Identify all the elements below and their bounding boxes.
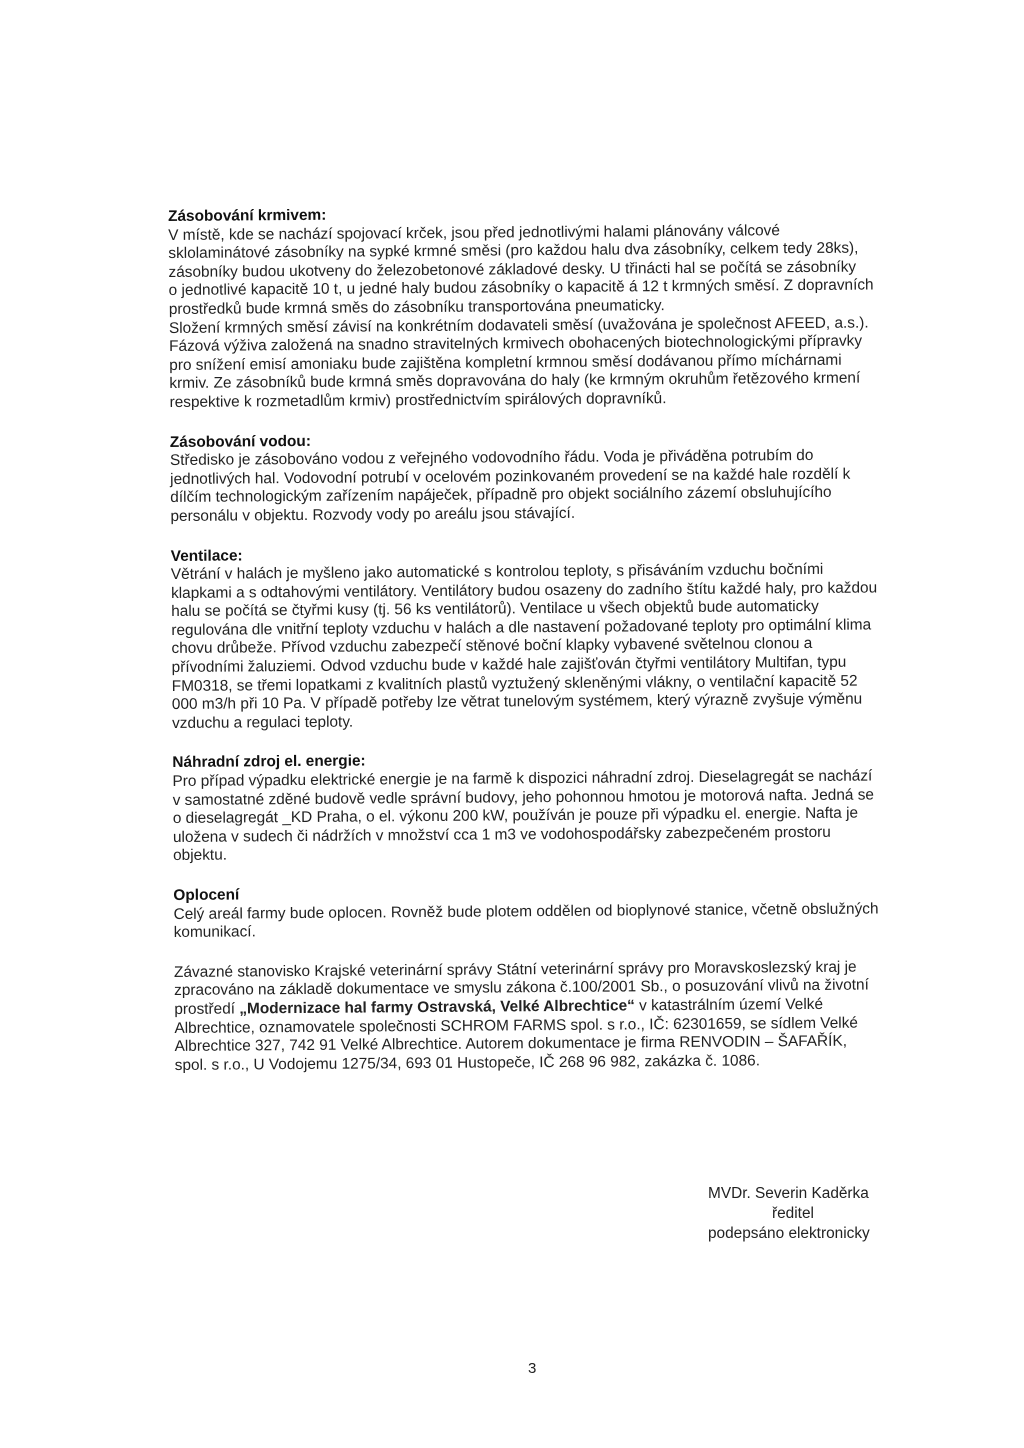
section-heading: Ventilace:	[170, 546, 243, 565]
text-line: objektu.	[173, 846, 228, 865]
section-heading: Zásobování krmivem:	[168, 206, 327, 225]
text-line: dílčím technologickým zařízením napáječek, případně pro objekt sociálního zázemí obsluhujícího	[170, 484, 832, 507]
page-number: 3	[528, 1360, 537, 1377]
section-water-supply	[170, 428, 923, 527]
section-binding-opinion	[174, 958, 927, 1075]
text-line: chovu drůbeže. Přívod vzduchu zabezpečí stěnové boční klapky vybavené světelnou clonou a	[171, 635, 813, 658]
text-line: uložena v sudech či nádržích v množství cca 1 m3 ve vodohospodářsky zabezpečeném prostoru	[172, 823, 831, 846]
text-line: Albrechtice 327, 742 91 Velké Albrechtice. Autorem dokumentace je firma RENVODIN – ŠAFAŘÍK,	[174, 1032, 848, 1056]
section-text	[171, 560, 924, 733]
signatory-title: ředitel	[772, 1205, 814, 1222]
text-line: Složení krmných směsí závisí na konkrétním dodavateli směsí (uvažována je společnost AFEED, a.s.).	[168, 314, 869, 337]
text-line: klapkami a s odtahovými ventilátory. Ventilátory budou osazeny do zadního štítu každé haly, pro každou	[170, 579, 878, 602]
section-fencing	[173, 881, 925, 943]
text-line: respektive k rozmetadlům krmiv) prostřednictvím spirálových dopravníků.	[169, 390, 667, 411]
text-line: v samostatné zděné budově vedle správní budovy, jeho pohonnou hmotou je motorová nafta. Jedná se	[172, 786, 875, 809]
text-line: zpracováno na základě dokumentace ve smyslu zákona č.100/2001 Sb., o posuzování vlivů na životní	[174, 976, 869, 1000]
section-text	[170, 446, 923, 526]
section-text	[174, 958, 927, 1075]
text-line: Celý areál farmy bude oplocen. Rovněž bude plotem oddělen od bioplynové stanice, včetně obslužných	[173, 900, 879, 923]
signature-note: podepsáno elektronicky	[708, 1225, 870, 1242]
text-line: jednotlivých hal. Vodovodní potrubí v ocelovém pozinkovaném provedení se na každé hale rozdělí k	[170, 465, 851, 488]
text-line: komunikací.	[173, 923, 256, 942]
text-line: 000 m3/h při 10 Pa. V případě potřeby lze větrat tunelovým systémem, který výrazně zvyšuje výměnu	[171, 690, 863, 714]
text-line: Větrání v halách je myšleno jako automatické s kontrolou teploty, s přisáváním vzduchu bočními	[170, 560, 824, 584]
text-line: FM0318, se třemi lopatkami z kvalitních plastů vyztužený skleněnými vlákny, o ventilační kapacitě 52	[171, 672, 858, 695]
text-line: zásobníky budou ukotveny do železobetonové základové desky. U třinácti hal se počítá se zásobníky	[168, 258, 857, 281]
text-line: prostředků bude krmná směs do zásobníku transportována pneumaticky.	[168, 297, 665, 318]
text-line: přívodními žaluziemi. Odvod vzduchu bude v každé hale zajišťován čtyřmi ventilátory Multifan, typu	[171, 653, 847, 677]
text-line: Fázová výživa založená na snadno stravitelných krmivech obohacených biotechnologickými přípravky	[169, 332, 863, 356]
section-heading: Oplocení	[173, 886, 240, 904]
text-line: Středisko je zásobováno vodou z veřejného vodovodního řádu. Voda je přiváděna potrubím do	[169, 447, 814, 470]
text-line: o jednotlivé kapacitě 10 t, u jedné haly budou zásobníky o kapacitě á 12 t krmných směsí. Z dopravních	[168, 276, 874, 300]
text-line: o dieselagregát _KD Praha, o el. výkonu 200 kW, používán je pouze při výpadku el. energie. Nafta je	[172, 804, 859, 828]
section-heading: Náhradní zdroj el. energie:	[172, 752, 366, 772]
section-backup-power	[172, 749, 925, 866]
text-line: halu se počítá se čtyřmi kusy (tj. 56 ks ventilátorů). Ventilace u všech objektů bude automaticky	[171, 598, 819, 621]
text-line: krmiv. Ze zásobníků bude krmná směs dopravována do haly (ke krmným okruhům řetězového krmení	[169, 369, 861, 393]
text-line: Závazné stanovisko Krajské veterinární správy Státní veterinární správy pro Moravskoslezský kraj je	[173, 958, 857, 981]
signature-block	[708, 1184, 870, 1244]
section-text	[172, 767, 925, 866]
project-title: „Modernizace hal farmy Ostravská, Velké Albrechtice“	[239, 997, 635, 1018]
text-line: personálu v objektu. Rozvody vody po areálu jsou stávající.	[170, 504, 576, 525]
text-line: V místě, kde se nachází spojovací krček, jsou před jednotlivými halami plánovány válcové	[168, 221, 780, 244]
text-line: spol. s r.o., U Vodojemu 1275/34, 693 01 Hustopeče, IČ 268 96 982, zakázka č. 1086.	[174, 1052, 761, 1074]
text-line: Albrechtice, oznamovatele společnosti SCHROM FARMS spol. s r.o., IČ: 62301659, se sídlem Velké	[174, 1014, 858, 1037]
text-line: Pro případ výpadku elektrické energie je na farmě k dispozici náhradní zdroj. Dieselagregát se nachází	[172, 767, 873, 791]
section-feed-supply	[168, 202, 922, 412]
section-heading: Zásobování vodou:	[169, 432, 311, 451]
section-text	[168, 221, 921, 413]
text-line: sklolaminátové zásobníky na sypké krmné směsi (pro každou halu dva zásobníky, celkem tedy 28ks),	[168, 239, 859, 263]
text-line: pro snížení emisí amoniaku bude zajištěna kompletní krmnou směsí dodávanou přímo míchárnami	[169, 351, 842, 374]
section-text	[173, 900, 925, 943]
text-line-suffix: v katastrálním území Velké	[634, 995, 824, 1015]
text-line: regulována dle vnitřní teploty vzduchu v halách a dle nastavení požadované teploty pro optimální klima	[171, 616, 872, 639]
text-line: vzduchu a regulaci teploty.	[171, 713, 354, 732]
signatory-name: MVDr. Severin Kaděrka	[708, 1185, 869, 1202]
section-ventilation	[171, 542, 924, 734]
document-body	[168, 202, 927, 1096]
text-line-prefix: prostředí	[174, 1000, 240, 1018]
